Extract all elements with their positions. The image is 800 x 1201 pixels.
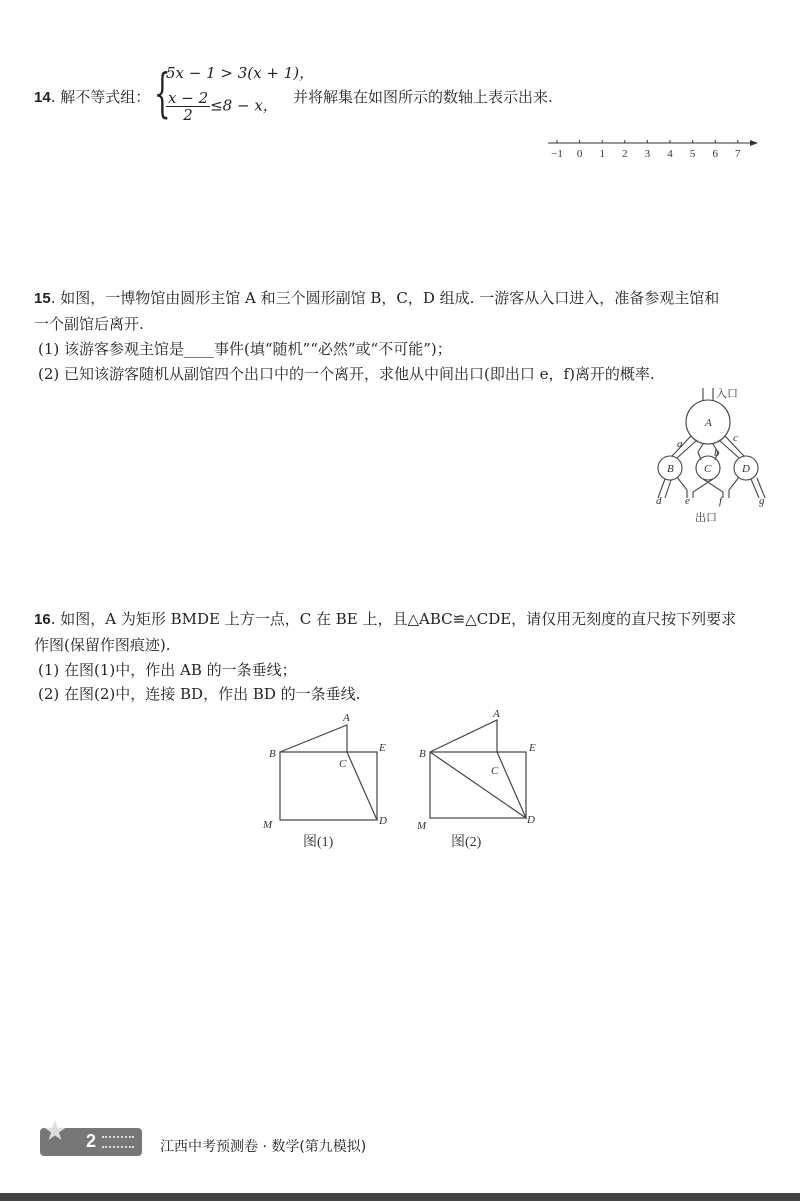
star-logo-icon bbox=[44, 1120, 66, 1142]
caption-2: 图(2) bbox=[451, 835, 482, 850]
point-m-label: M bbox=[263, 819, 273, 831]
point-b-label: B bbox=[419, 748, 426, 760]
tick-label: 6 bbox=[712, 148, 718, 160]
exit-label: 出口 bbox=[695, 512, 717, 524]
point-a-label: A bbox=[493, 708, 500, 720]
tick-label: 0 bbox=[576, 148, 583, 160]
question-number: 16 bbox=[34, 611, 51, 628]
bottom-border bbox=[0, 1193, 800, 1201]
entrance-label: 入口 bbox=[716, 388, 738, 400]
hall-b-label: B bbox=[667, 463, 674, 475]
figure-2 bbox=[405, 705, 545, 855]
q15-part2: (2) 已知该游客随机从副馆四个出口中的一个离开，求他从中间出口(即出口 e，f)离开的概率. bbox=[38, 365, 655, 383]
q15-line1: . 如图，一博物馆由圆形主馆 A 和三个圆形副馆 B，C，D 组成. 一游客从入口进入，准备参观主馆和 bbox=[50, 289, 720, 307]
hall-d-label: D bbox=[742, 463, 750, 475]
exit-e-label: e bbox=[685, 495, 690, 507]
figure-1 bbox=[255, 705, 395, 855]
exit-g-label: g bbox=[759, 495, 765, 507]
question-number: 14 bbox=[34, 89, 51, 106]
question-14 bbox=[34, 86, 150, 107]
system-brace: { bbox=[154, 64, 171, 124]
point-m-label: M bbox=[417, 820, 427, 832]
fraction bbox=[166, 90, 210, 123]
badge-slogan-decoration bbox=[102, 1136, 134, 1148]
tick-label: 7 bbox=[735, 148, 741, 160]
hall-a-label: A bbox=[705, 417, 712, 429]
q16-line2: 作图(保留作图痕迹). bbox=[34, 636, 171, 654]
tick-label: 4 bbox=[667, 148, 673, 160]
q16-part1: (1) 在图(1)中，作出 AB 的一条垂线； bbox=[38, 661, 297, 679]
point-e-label: E bbox=[529, 742, 536, 754]
path-a-label: a bbox=[677, 438, 683, 450]
question-number: 15 bbox=[34, 290, 51, 307]
denominator: 2 bbox=[183, 106, 193, 124]
tick-label: −1 bbox=[551, 148, 563, 160]
tick-label: 5 bbox=[689, 148, 696, 160]
q15-part1: (1) 该游客参观主馆是____事件(填“随机”“必然”或“不可能”)； bbox=[38, 340, 452, 358]
tick-label: 2 bbox=[622, 148, 628, 160]
number-line bbox=[540, 130, 770, 162]
exit-f-label: f bbox=[719, 495, 723, 507]
point-c-label: C bbox=[491, 765, 499, 777]
footer-title: 江西中考预测卷 · 数学(第九模拟) bbox=[160, 1139, 367, 1155]
tick-label: 3 bbox=[644, 148, 651, 160]
path-b-label: b bbox=[714, 447, 720, 459]
inequality-2 bbox=[166, 90, 278, 123]
museum-diagram bbox=[625, 380, 800, 530]
question-prefix: . 解不等式组： bbox=[50, 88, 151, 106]
inequality-rhs: ≤8 − x， bbox=[210, 96, 278, 115]
question-15 bbox=[34, 287, 719, 308]
point-b-label: B bbox=[269, 748, 276, 760]
point-d-label: D bbox=[527, 814, 535, 826]
q16-line1: . 如图，A 为矩形 BMDE 上方一点，C 在 BE 上，且△ABC≌△CDE，请仅用无刻度的直尺按下列要求 bbox=[50, 610, 737, 628]
arrow-icon bbox=[750, 140, 758, 146]
inequality-1: 5x − 1 > 3(x + 1)， bbox=[166, 64, 315, 82]
hall-c-label: C bbox=[704, 463, 712, 475]
page-badge bbox=[40, 1128, 142, 1156]
point-e-label: E bbox=[379, 742, 386, 754]
point-a-label: A bbox=[343, 712, 350, 724]
q14-instruction: 并将解集在如图所示的数轴上表示出来. bbox=[293, 88, 553, 106]
page-number: 2 bbox=[86, 1131, 97, 1151]
caption-1: 图(1) bbox=[303, 835, 334, 850]
question-16 bbox=[34, 608, 736, 629]
tick-label: 1 bbox=[599, 148, 605, 160]
point-c-label: C bbox=[339, 758, 347, 770]
q15-line2: 一个副馆后离开. bbox=[34, 315, 144, 333]
q16-part2: (2) 在图(2)中，连接 BD，作出 BD 的一条垂线. bbox=[38, 685, 361, 703]
exit-d-label: d bbox=[656, 495, 662, 507]
numerator: x − 2 bbox=[168, 89, 209, 107]
point-d-label: D bbox=[379, 815, 387, 827]
path-c-label: c bbox=[733, 432, 738, 444]
